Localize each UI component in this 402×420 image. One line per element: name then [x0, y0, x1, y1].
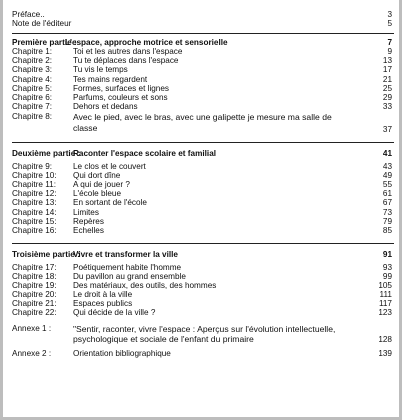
- chapter-title: Tes mains regardent: [73, 74, 148, 84]
- chapter-page: 123: [378, 308, 392, 318]
- toc-chapter-row: [12, 299, 394, 308]
- toc-chapter-row: [12, 171, 394, 180]
- toc-chapter-row: [12, 56, 394, 65]
- chapter-page: 111: [379, 290, 392, 300]
- chapter-number: Chapitre 2:: [12, 56, 53, 66]
- chapter-number: Chapitre 22:: [12, 308, 57, 318]
- toc-entry-preface: [12, 10, 394, 19]
- toc-chapter-row: [12, 162, 394, 171]
- chapter-page: 49: [382, 171, 392, 181]
- toc-annex-row: [12, 349, 394, 358]
- chapter-number: Chapitre 21:: [12, 299, 57, 309]
- chapter-number: Chapitre 20:: [12, 290, 57, 300]
- chapter-title: Poétiquement habite l'homme: [73, 262, 182, 272]
- chapter-number: Chapitre 1:: [12, 47, 53, 57]
- chapter-page: 85: [382, 225, 392, 235]
- chapter-title: A qui de jouer ?: [73, 180, 130, 190]
- part-title: Raconter l'espace scolaire et familial: [73, 148, 217, 158]
- part-page: 91: [382, 249, 392, 259]
- chapter-title: Dehors et dedans: [73, 101, 138, 111]
- chapter-title: Le clos et le couvert: [73, 162, 146, 172]
- entry-page: 5: [387, 19, 392, 29]
- chapter-title: Toi et les autres dans l'espace: [73, 47, 183, 57]
- chapter-page: 25: [382, 83, 392, 93]
- toc-chapter-row: [12, 102, 394, 111]
- annex-page: 139: [378, 349, 392, 359]
- part-title: L'espace, approche motrice et sensorielle: [65, 38, 228, 48]
- part-label: Deuxième partie :: [12, 148, 81, 158]
- toc-chapter-row: [12, 308, 394, 317]
- toc-annex-row: [12, 324, 394, 344]
- part-heading: [12, 250, 394, 259]
- chapter-page: 61: [382, 189, 392, 199]
- chapter-page: 37: [382, 124, 392, 134]
- toc-chapter-row: [12, 198, 394, 207]
- chapter-number: Chapitre 13:: [12, 198, 57, 208]
- part-page: 7: [387, 38, 392, 48]
- toc-chapter-row: [12, 65, 394, 74]
- chapter-page: 9: [387, 47, 392, 57]
- divider: [12, 33, 394, 34]
- part-label: Première partie :: [12, 38, 77, 48]
- divider: [12, 243, 394, 244]
- chapter-number: Chapitre 14:: [12, 207, 57, 217]
- chapter-title: Formes, surfaces et lignes: [73, 83, 170, 93]
- annex-page: 128: [378, 335, 392, 345]
- annex-title: Orientation bibliographique: [73, 349, 171, 359]
- chapter-page: 105: [378, 281, 392, 291]
- annex-number: Annexe 1 :: [12, 324, 52, 334]
- part-heading: [12, 149, 394, 158]
- chapter-title: Avec le pied, avec le bras, avec une galipette je mesure ma salle de classe: [73, 111, 332, 133]
- toc-chapter-row: [12, 263, 394, 272]
- chapter-title: Limites: [73, 207, 99, 217]
- chapter-page: 33: [382, 101, 392, 111]
- toc-entry-note-editeur: [12, 19, 394, 28]
- chapter-title: Qui décide de la ville ?: [73, 308, 156, 318]
- chapter-title: En sortant de l'école: [73, 198, 147, 208]
- toc-chapter-row: [12, 189, 394, 198]
- toc-chapter-row: [12, 226, 394, 235]
- chapter-page: 67: [382, 198, 392, 208]
- chapter-title: L'école bleue: [73, 189, 121, 199]
- part-label: Troisième partie :: [12, 249, 80, 259]
- chapter-number: Chapitre 16:: [12, 225, 57, 235]
- chapter-title: Du pavillon au grand ensemble: [73, 271, 186, 281]
- chapter-title: Qui dort dîne: [73, 171, 121, 181]
- annex-number: Annexe 2 :: [12, 349, 52, 359]
- chapter-title: Espaces publics: [73, 299, 133, 309]
- toc-chapter-row: [12, 75, 394, 84]
- entry-title: Note de l'éditeur: [12, 19, 72, 29]
- annex-title: "Sentir, raconter, vivre l'espace : Aperçus sur l'évolution intellectuelle, psychologique et sociale de l'enfant du primaire: [73, 324, 336, 345]
- chapter-number: Chapitre 8:: [12, 111, 53, 121]
- chapter-number: Chapitre 17:: [12, 262, 57, 272]
- chapter-number: Chapitre 7:: [12, 101, 53, 111]
- chapter-title: Des matériaux, des outils, des hommes: [73, 281, 217, 291]
- chapter-page: 13: [382, 56, 392, 66]
- chapter-title: Parfums, couleurs et sons: [73, 92, 168, 102]
- chapter-title: Tu vis le temps: [73, 65, 128, 75]
- toc-chapter-row: [12, 217, 394, 226]
- chapter-page: 55: [382, 180, 392, 190]
- part-page: 41: [382, 148, 392, 158]
- chapter-number: Chapitre 11:: [12, 180, 56, 190]
- chapter-page: 29: [382, 92, 392, 102]
- chapter-title: Echelles: [73, 225, 104, 235]
- chapter-page: 73: [382, 207, 392, 217]
- chapter-page: 21: [382, 74, 392, 84]
- chapter-page: 79: [382, 216, 392, 226]
- chapter-number: Chapitre 18:: [12, 271, 57, 281]
- toc-chapter-row: [12, 84, 394, 93]
- chapter-page: 93: [382, 262, 392, 272]
- chapter-number: Chapitre 15:: [12, 216, 57, 226]
- chapter-number: Chapitre 4:: [12, 74, 53, 84]
- chapter-page: 17: [382, 65, 392, 75]
- toc-chapter-row: [12, 47, 394, 56]
- chapter-title: Le droit à la ville: [73, 290, 133, 300]
- chapter-number: Chapitre 9:: [12, 162, 53, 172]
- toc-content: [12, 6, 394, 359]
- chapter-page: 117: [378, 299, 392, 309]
- entry-page: 3: [387, 10, 392, 19]
- chapter-title: Repères: [73, 216, 104, 226]
- toc-chapter-row: [12, 272, 394, 281]
- toc-chapter-row: [12, 93, 394, 102]
- chapter-number: Chapitre 6:: [12, 92, 53, 102]
- chapter-number: Chapitre 5:: [12, 83, 53, 93]
- divider: [12, 142, 394, 143]
- chapter-title: Tu te déplaces dans l'espace: [73, 56, 179, 66]
- toc-chapter-row: [12, 281, 394, 290]
- entry-title: Préface..: [12, 10, 45, 19]
- chapter-number: Chapitre 10:: [12, 171, 57, 181]
- chapter-number: Chapitre 12:: [12, 189, 57, 199]
- toc-chapter-row: [12, 208, 394, 217]
- toc-chapter-row: [12, 112, 394, 134]
- toc-chapter-row: [12, 180, 394, 189]
- part-title: Vivre et transformer la ville: [73, 249, 178, 259]
- toc-chapter-row: [12, 290, 394, 299]
- chapter-page: 99: [382, 271, 392, 281]
- chapter-number: Chapitre 3:: [12, 65, 53, 75]
- part-heading: [12, 38, 394, 47]
- chapter-page: 43: [382, 162, 392, 172]
- chapter-number: Chapitre 19:: [12, 281, 57, 291]
